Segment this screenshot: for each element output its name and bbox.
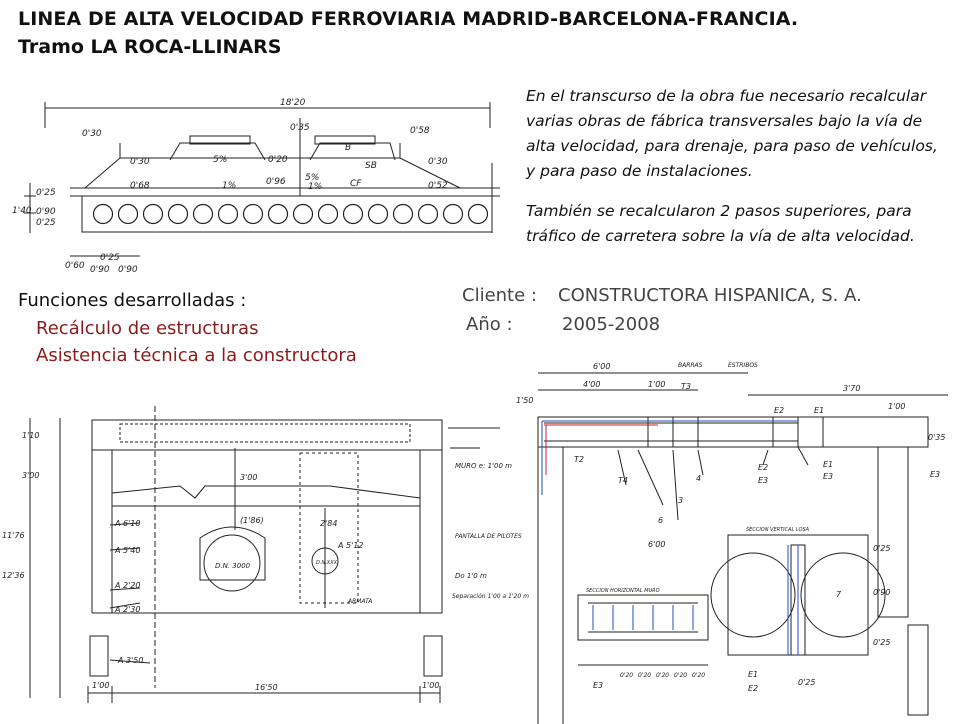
client-row (462, 285, 862, 306)
bar-mark: T3 (681, 382, 691, 391)
dim-label: 0'60 (65, 261, 85, 271)
dim-label: 0'58 (410, 126, 430, 136)
dim-label: 18'20 (280, 98, 306, 108)
pipe-label: D.N.XXX (316, 560, 338, 566)
dim-label: 3'70 (843, 384, 861, 393)
dim-label: 0'20 (674, 672, 688, 679)
dim-label: 0'20 (620, 672, 634, 679)
label: BARRAS (678, 362, 703, 369)
dim-label: 0'90 (36, 207, 56, 217)
label: ESTRIBOS (728, 362, 758, 369)
dim-label: 1'00 (888, 402, 906, 411)
dim-label: 0'90 (90, 265, 110, 275)
bar-mark: E1 (814, 406, 825, 415)
dim-label: 0'52 (428, 181, 448, 191)
function-item-recalculo: Recálculo de estructuras (36, 318, 259, 339)
slope-label: 5% (305, 173, 320, 183)
client-label: Cliente : (462, 285, 537, 306)
dim-label: 0'30 (82, 129, 102, 139)
bar-mark: E2 (748, 684, 759, 693)
section-label: SECCION HORIZONTAL MURO (586, 588, 660, 594)
dim-label: 0'25 (36, 218, 56, 228)
slope-label: 1% (308, 182, 323, 192)
dim-label: 6'00 (593, 362, 611, 371)
note-label: MURO e: 1'00 m (455, 462, 512, 470)
dim-label: 0'90 (873, 588, 891, 597)
dim-label: 1'40 (12, 206, 32, 216)
dim-label: A 2'30 (115, 605, 141, 614)
dim-label: A 5'12 (338, 541, 364, 550)
section-label: SECCION VERTICAL LOSA (746, 527, 810, 533)
dim-label: 0'25 (36, 188, 56, 198)
page-subtitle: Tramo LA ROCA-LLINARS (18, 36, 282, 58)
note-label: PANTALLA DE PILOTES (455, 533, 522, 540)
dim-label: 0'90 (118, 265, 138, 275)
dim-label: 0'20 (656, 672, 670, 679)
layer-label: B (345, 143, 352, 153)
layer-label: CF (350, 179, 362, 189)
dim-label: 1'00 (422, 681, 440, 690)
slope-label: 5% (213, 155, 228, 165)
bar-mark: E2 (758, 463, 769, 472)
dim-label: 6'00 (648, 540, 666, 549)
dim-label: 0'20 (692, 672, 706, 679)
dim-label: 0'35 (928, 433, 946, 442)
page-title: LINEA DE ALTA VELOCIDAD FERROVIARIA MADRID-BARCELONA-FRANCIA. (18, 8, 799, 30)
layer-label: SB (365, 161, 377, 171)
dim-label: 3'00 (240, 473, 258, 482)
label: ARMATA (348, 598, 373, 605)
drawing-top-cross-section (10, 88, 510, 278)
dim-label: 4'00 (583, 380, 601, 389)
pipe-label: D.N. 3000 (215, 562, 251, 570)
description-paragraph-2: También se recalcularon 2 pasos superiores, para tráfico de carretera sobre la vía de alta velocidad. (526, 202, 915, 245)
bar-mark: E3 (758, 476, 769, 485)
dim-label: 0'35 (290, 123, 310, 133)
note-label: Do 1'0 m (455, 572, 487, 580)
bar-mark: E1 (823, 460, 834, 469)
bar-mark: T2 (574, 455, 584, 464)
year-value: 2005-2008 (562, 314, 661, 335)
dim-label: 16'50 (255, 683, 278, 692)
dim-label: 3'00 (22, 471, 40, 480)
function-item-asistencia: Asistencia técnica a la constructora (36, 345, 357, 366)
dim-label: 0'96 (266, 177, 286, 187)
dim-label: A 3'50 (118, 656, 144, 665)
dim-label: 0'25 (873, 544, 891, 553)
dim-label: 1'00 (648, 380, 666, 389)
functions-title: Funciones desarrolladas : (18, 290, 247, 311)
bar-mark: 3 (678, 496, 684, 505)
bar-mark: 7 (836, 590, 842, 599)
dim-label: A 5'40 (115, 546, 141, 555)
dim-label: 0'25 (798, 678, 816, 687)
dim-label: 0'68 (130, 181, 150, 191)
dim-label: 1'10 (22, 431, 40, 440)
dim-label: 0'30 (130, 157, 150, 167)
dim-label: 11'76 (2, 531, 25, 540)
bar-mark: E3 (930, 470, 941, 479)
slope-label: 1% (222, 181, 237, 191)
dim-label: 0'25 (100, 253, 120, 263)
description-paragraph-1: En el transcurso de la obra fue necesario recalcular varias obras de fábrica transversales bajo la vía de alta velocidad, para drenaje, para paso de vehículos, y para paso de instalaciones. (526, 87, 938, 180)
dim-label: 0'20 (268, 155, 288, 165)
bar-mark: E1 (748, 670, 759, 679)
dim-label: 1'50 (516, 396, 534, 405)
void-circles (94, 205, 488, 224)
dim-label: 0'30 (428, 157, 448, 167)
project-description (526, 84, 946, 264)
dim-label: 0'25 (873, 638, 891, 647)
dim-label: 2'84 (320, 519, 338, 528)
dim-label: (1'86) (240, 516, 264, 525)
year-row (466, 314, 660, 335)
dim-label: 12'36 (2, 571, 25, 580)
note-label: Separación 1'00 a 1'20 m (452, 593, 529, 600)
dim-label: 0'20 (638, 672, 652, 679)
bar-mark: T4 (618, 476, 628, 485)
year-label: Año : (466, 314, 513, 335)
bar-mark: 6 (658, 516, 664, 525)
bar-mark: E3 (823, 472, 834, 481)
bar-mark: E3 (593, 681, 604, 690)
bar-mark: 4 (696, 474, 702, 483)
dim-label: A 6'10 (115, 519, 141, 528)
drawing-right-reinforcement (498, 355, 955, 724)
dim-label: 1'00 (92, 681, 110, 690)
dim-label: A 2'20 (115, 581, 141, 590)
client-value: CONSTRUCTORA HISPANICA, S. A. (558, 285, 862, 306)
bar-mark: E2 (774, 406, 785, 415)
rebar-red (544, 425, 658, 475)
